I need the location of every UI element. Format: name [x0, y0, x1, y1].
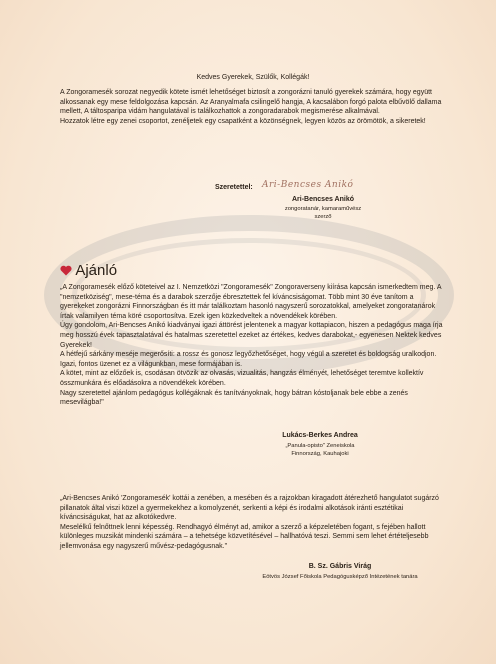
- letter-author-title: zongoratanár, kamaraművész: [284, 206, 362, 212]
- recommendation-author-place: Finnország, Kauhajoki: [291, 451, 349, 457]
- review-paragraph: Meselélkű felnőttnek lenni képesség. Rendhagyó élményt ad, amikor a szerző a képzeletében fogant, s fejében hallott különleges muzsikát mindenki számára – a tehetsége közvetítésével – hallhatóvá teszi. Semmi sem lehet értételjesebb jellemvonása egy nagyszerű művész-pedagógusnak.": [60, 523, 429, 550]
- letter-paragraph: A Zongoramesék sorozat negyedik kötete ismét lehetőséget biztosít a zongorázni tanuló gyerekek számára, hogy együtt alkossanak egy mese feldolgozása kapcsán. Az Aranyalmafa csilingelő hangja, A kacsalábon forgó palota elbűvölő dallama mellett, A táltosparipa vidám hangulatával is találkozhattok a zongoradarabok megismerése alkalmával.: [60, 89, 442, 116]
- heart-icon: [60, 263, 72, 280]
- letter-paragraph: Hozzatok létre egy zenei csoportot, zenéljetek egy csapatként a közönségnek, legyen közös az örömötök, a sikeretek!: [60, 117, 426, 125]
- recommendation-author-title: „Panula-opisto" Zeneiskola: [285, 443, 355, 449]
- letter-author-role: szerző: [314, 214, 332, 220]
- recommendation-title: Ajánló: [75, 262, 118, 279]
- review-paragraph: „Ari-Bencses Anikó 'Zongoramesék' kottái a zenében, a mesében és a rajzokban kiragadott átérezhető hangulatot sugárzó pillanatok által viszi közel a gyermekekhez a komolyzenét, serkenti a képi és irodalmi alkotások iránti esztétikai kíváncsiságukat, hat az alkotókedvre.: [60, 495, 439, 522]
- recommendation-body: [60, 283, 446, 408]
- handwritten-signature: Ari-Bencses Anikó: [262, 180, 354, 190]
- review-body: [60, 494, 446, 552]
- letter-greeting: Kedves Gyerekek, Szülők, Kollégák!: [196, 74, 310, 81]
- recommendation-heading: [60, 262, 117, 280]
- recommendation-paragraph: A kötet, mint az előzőek is, csodásan ötvözik az olvasás, vizualitás, hangzás élményét, lehetőséget teremtve kollektív összmunkára és előadásokra a növendékek körében.: [60, 370, 424, 387]
- letter-closing: Szeretettel:: [215, 184, 253, 191]
- recommendation-paragraph: A hétfejű sárkány meséje megerősíti: a rossz és gonosz legyőzhetőséget, hogy végül a szeretet és boldogság uralkodjon. Igazi, fontos üzenet ez a világunkban, mese formájában is.: [60, 351, 437, 368]
- review-author-name: B. Sz. Gábris Virág: [308, 563, 372, 570]
- review-author-title: Eötvös József Főiskola Pedagógusképző Intézetének tanára: [262, 574, 418, 580]
- letter-body: [60, 88, 446, 126]
- recommendation-paragraph: Nagy szeretettel ajánlom pedagógus kollégáknak és tanítványoknak, hogy bátran kóstoljanak bele ebbe a zenés mesevilágba!": [60, 389, 408, 407]
- recommendation-author-name: Lukács-Berkes Andrea: [282, 432, 358, 439]
- recommendation-paragraph: Úgy gondolom, Ari-Bencses Anikó kiadványai igazi áttörést jelentenek a magyar kottapiacon, hiszen a pedagógus maga írja meg hosszú évek tapasztalatával és hatalmas szeretettel ezeket az értékes, kedves darabokat,- egyenesen Nektek kedves Gyerekek!: [60, 322, 443, 349]
- recommendation-paragraph: „A Zongoramesék előző köteteivel az I. Nemzetközi "Zongoramesék" Zongoraverseny kiírása kapcsán ismerkedtem meg. A "nemzetköziség", mese-téma és a darabok szerzője ébresztettek fel kíváncsiságomat. Több mint 30 éve tanítom a gyerekeket zongorázni Finnországban és itt már találkoztam hasonló nagyszerű sorozatokkal, amelyeket zongoratanárok írtak valamilyen téma köré csoportosítva. Ezek igen közkedveltek a növendékek körében.: [60, 284, 442, 320]
- letter-author-name: Ari-Bencses Anikó: [292, 196, 354, 203]
